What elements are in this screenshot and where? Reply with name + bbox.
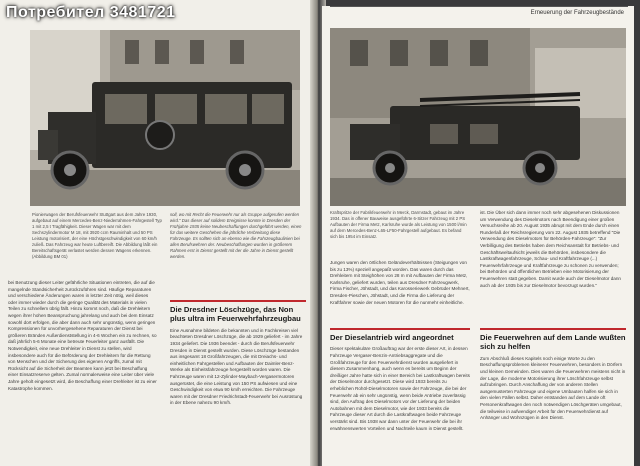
rural-heading-rule: [480, 328, 626, 330]
left-mid-column: [170, 300, 306, 466]
diesel-heading-rule: [330, 328, 470, 330]
fire-truck-photo-left: [30, 30, 300, 206]
truck-illustration-right: [330, 28, 626, 206]
dresden-heading: Die Dresdner Löschzüge, das Non plus ultra im Feuerwehrfahrzeugbau: [170, 305, 301, 324]
right-column-b-body: [480, 328, 626, 466]
diesel-body: Dieser spektakuläre Großauftrag war der erste dieser Art, in dessen Fahrzeuge Vergaser-Benzin-Antriebsaggregate und die Großfahrzeuge für den Feuerwehrdienst wurden ausgeliefert in diesem Zusammenhang, auch wenn es bereits um Beginn der dreißiger Jahre hatte sich in einer Bereich bei Lastkraftwagen bereits der Dieselmotor durchgesetzt. Diese wird 1933 bereits zu erheblichen Rohöl-Dieselmotoren sowie der Fahrzeuge, die bei der Feuerwehr ab ein sehr ungünstig, wenn beide Antriebe zuverlässig sind, den Auftrag des Dieselmotors vor der Lieferung der beiden Autobahnen mit dem Dieselmotor, wie der 1933 bereits die Fahrzeuge dieser Art durch die Lastkraftwagen beide Fahrzeuge verstärkt sind. Bis 1938 war dann unter der Feuerwehr die bei ihr erwähnenswerten Vorteilen und Nachteile kaum in Dienst gestellt.: [330, 346, 470, 431]
watermark: Потребител 3481721: [6, 4, 176, 21]
running-header: Erneuerung der Fahrzeugbestände: [330, 6, 628, 18]
left-photo-caption: Pionierwagen der Berufsfeuerwehr Stuttgart aus dem Jahre 1930, aufgebaut auf einem Mercedes-Benz-Niederrahmen-Fahrgestell Typ 1 mit 2,5 t Tragfähigkeit. Dieser Wagen war mit dem Sechszylindermotor M 18, mit 3920 ccm Rauminhalt und 50 PS Leistung motorisiert, der eine Höchstgeschwindigkeit von 60 km/h zuließ. Das Fahrzeug war heute Luftbereift. Die Abbildung läßt ein Bereitschaftsgerät verlastet werden dessen Wagens erkennen. (Abbildung BM 01): [32, 212, 162, 259]
right-column-a-top-text: Jungen waren den örtlichen Geländeverhältnissen (Steigungen von bis zu 13%) speziell angepaßt worden. Das waren durch das Drehleitern mit Steighöhen von 28 m mit Aufbauten der Firma Metz, Karlsruhe, geliefert wurden, teilen aus Dresdner Fahrzeugwerk, Firma Fischer, Jöhstadt, und das Karosseriewerk Gebrüder Mehnert, Dresden-Pieschen, Jöhstadt, und die Firma die Lieferung der Kraftfahrer sowie der neuen Motoren für die nunmehr einheitliche.: [330, 260, 470, 305]
right-page: [322, 6, 634, 466]
heading-rule: [170, 300, 306, 302]
right-column-a-top: [330, 260, 470, 324]
rural-heading: Die Feuerwehren auf dem Lande wußten sich zu helfen: [480, 333, 626, 352]
left-column-body: [8, 280, 158, 466]
left-page: [0, 0, 318, 466]
left-mid-top-text: soll, wo mit Recht die Feuerwehr nur als Gruppe aufgerufen werden wird." Das dieser auf solidem Ereignisse konnte in Dresden der Frühjahre 1935 keine Neubeschaffungen durchgeführt werden, einen für das weitere Geschehen die jährliche Verbreitung diese Fahrzeuge. Es sollten sich an ebenso wie die Fahrzeugbaulinien bei allen Berufswehren der. Neubeschaffungen wurden in größerem Rahmen erst in Dienst gestellt mit der die Jahre in Dienst gestellt werden.: [170, 212, 302, 259]
truck-illustration-left: [30, 30, 300, 206]
right-photo-caption: Kraftspritze der Fabrikfeuerwehr in Merck, Darmstadt, gebaut im Jahre 1934. Das in offener Bauweise ausgeführte 6-Sitzer Fahrzeug mit 2 PS Aufbauten der Firma Metz, Karlsruhe wurde als Leistung von 1500 l/min auf dem Mercedes-Benz-L65-LF50-Fahrgestell aufgebaut. Es befand sich bis 1954 im Einsatz.: [330, 210, 467, 239]
rural-body: Zum Abschluß dieses Kapitels noch einige Worte zu den Beschaffungsproblemen kleinerer Feuerwehren, besonders in Dörfern und kleinen Gemeinden. Dies waren die Feuerwehren meistens nicht in der Lage, die moderne Motorisierung ihrer Löschfahrzeuge selbst aufzubringen. Durch Anschaffung der von anderen Stellen ausgemusterten Fahrzeuge und eigene Umbauten halfen sie sich in den vielen Fällen selbst. Daher entstanden auf dem Lande oft Personenkraftwagen den noch notwendigen Löschgeräten umgebaut, die teilweise in aufwendiger Arbeit für den Feuerwehrdienst auf Anhänger und Wohnzügen in den Dienst.: [480, 355, 626, 421]
diesel-heading: Der Dieselantrieb wird angeordnet: [330, 333, 454, 342]
right-column-a-body: [330, 328, 470, 466]
fire-truck-photo-right: [330, 28, 626, 206]
left-column-text: bei Benutzung dieser Leiter gefährliche Situationen eintreten, die auf die mangelnde Standsicherheit zurückzuführen sind. Häufige Reparaturen und verschiedene Änderungen waren in letzter Zeit nötig, weil dieses oder immer wieder durch die geringe Qualität des Materials in vielen Teilen zu schnellem übrig fällt. Hinzu kommt noch, daß die Drehleitern wegen ihrer hohen Beanspruchung jahrelang und auch bei dem Einsatz sowohl dort erfolgen, die aber dann auch sehr ungünstig, wenn geringen Kompressionen für unvorhergesehene Reparaturen der Dienst bei größeren Bränden Außerdienststellung in 4-6 Wochen ein zu rechnen, so daß jährlich 5-6 Monate eine betreute Feuerleiter ganz ausfällt. Die Notwendigkeit, eine neue Drehleiter in Dienst zu stellen, wird insbesondere auch für die Beförderung der Drehleitern für die Rettung von Menschen und der Sicherung des eigenen Angriffs, zumal mit Rücksicht auf die Sicherheit der Beamten kann jetzt bei Beschaffung einer Einsatzreserve gelten. Zumal normalerweise eine Leiter über viele Jahre geholt eingesetzt wird, die Beschaffung einer Drehleiter ist zu einer Katastrophe kommen.: [8, 280, 157, 391]
right-column-b-top: [480, 210, 626, 328]
dresden-body: Eine Ausnahme bildeten die bekannten und in Fachkreisen viel beachteten Dresdner Löschzüge, die ab 1929 geliefert - im Jahre 1934 geliefert. Die 1936 beendet - durch die Berufsfeuerwehr Dresden in Dienst gestellt wurden. Diese Löschzüge bestanden aus insgesamt 18 Großfahrzeugen, die mit Dreiachs- und einheitlichen Fahrgestellen und Aufbauten der Daimler-Benz-Werke als Einheitsfahrzeuge hergestellt worden waren. Die Fahrzeuge waren mit 12-Zylinder-Maybach-Vergasermotoren ausgerüstet, die eine Leistung von 150 PS aufwiesen und eine Geschwindigkeit von etwa 90 km/h erreichten. Die Fahrzeuge waren mit der Dresdner Friedrichstadt-Feuerwehr bei Ausrüstung in der Ebene nahezu 90 km/h.: [170, 327, 303, 406]
right-column-b-top-text: ist. Die Über sich dann immer noch sehr abgesehenen Diskussionen um Verwendung des Dieselmotors nach Beendigung einer großen Versuchsreihe ab 20. August 1935 abrupt mit dem Ende durch einen Runderlaß der Reichsregierung vom 22. August 1935 betreffend "Die Verwendung des Dieselmotors für Behörden-Fahrzeuge": "Zur Verbilligung des Betriebs haben dem Reichsanstalt für Betriebs- und Geschäftsweltaufsicht jeweils die Behörden, insbesondere die Lastkraftwagenfahrzeuge, Schau- und Kraftfahrzeuge (...) Feuerwehrfahrzeuge und Kraftfahrzeuge zu schonen zu verwenden; bei Behörden und öffentlichen Betrieben eine Motorisierung der Feuerwehren statt gegeben. Damit wurde auch der Dieselmotor dann auch ab der 1935 bis zur Dieselmotor bevorzugt wurden.": [480, 210, 621, 288]
